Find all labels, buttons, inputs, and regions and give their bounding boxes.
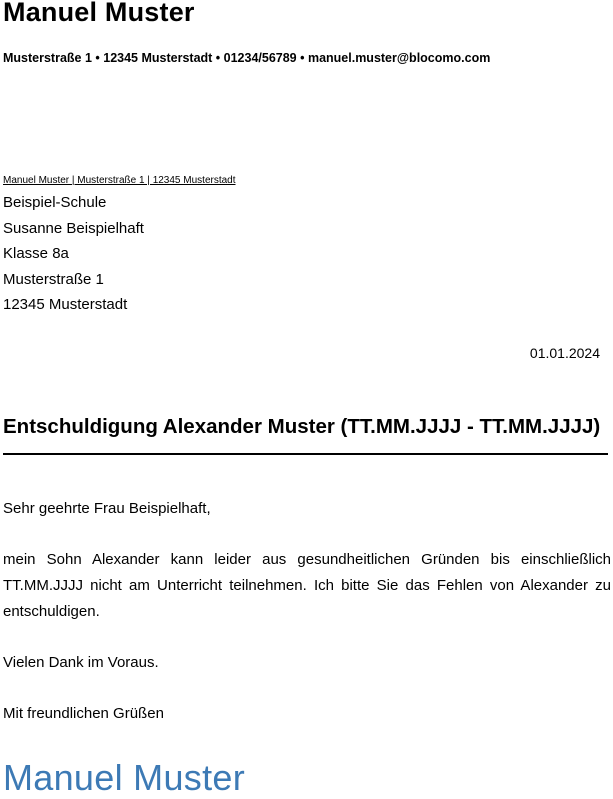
letter-date: 01.01.2024 — [529, 345, 600, 361]
sender-contact-line: Musterstraße 1 • 12345 Musterstadt • 01234/56789 • manuel.muster@blocomo.com — [3, 51, 491, 65]
letter-paragraph: mein Sohn Alexander kann leider aus gesundheitlichen Gründen bis einschließlich TT.MM.JJJJ nicht am Unterricht teilnehmen. Ich bitte Sie das Fehlen von Alexander zu entschuldigen. — [3, 551, 611, 620]
signature: Manuel Muster — [3, 757, 245, 798]
letter-subject: Entschuldigung Alexander Muster (TT.MM.JJJJ - TT.MM.JJJJ) — [3, 415, 601, 438]
recipient-line: Beispiel-Schule — [3, 194, 107, 211]
recipient-line: Klasse 8a — [3, 245, 69, 262]
closing-line: Mit freundlichen Grüßen — [3, 705, 164, 722]
recipient-address — [3, 190, 144, 318]
recipient-line: Musterstraße 1 — [3, 270, 104, 288]
salutation: Sehr geehrte Frau Beispielhaft, — [3, 500, 211, 517]
return-address: Manuel Muster | Musterstraße 1 | 12345 Musterstadt — [3, 175, 236, 186]
recipient-line: 12345 Musterstadt — [3, 296, 128, 313]
subject-divider — [3, 453, 608, 455]
thanks-line: Vielen Dank im Voraus. — [3, 654, 159, 671]
sender-name: Manuel Muster — [3, 0, 195, 27]
recipient-line: Susanne Beispielhaft — [3, 219, 144, 237]
